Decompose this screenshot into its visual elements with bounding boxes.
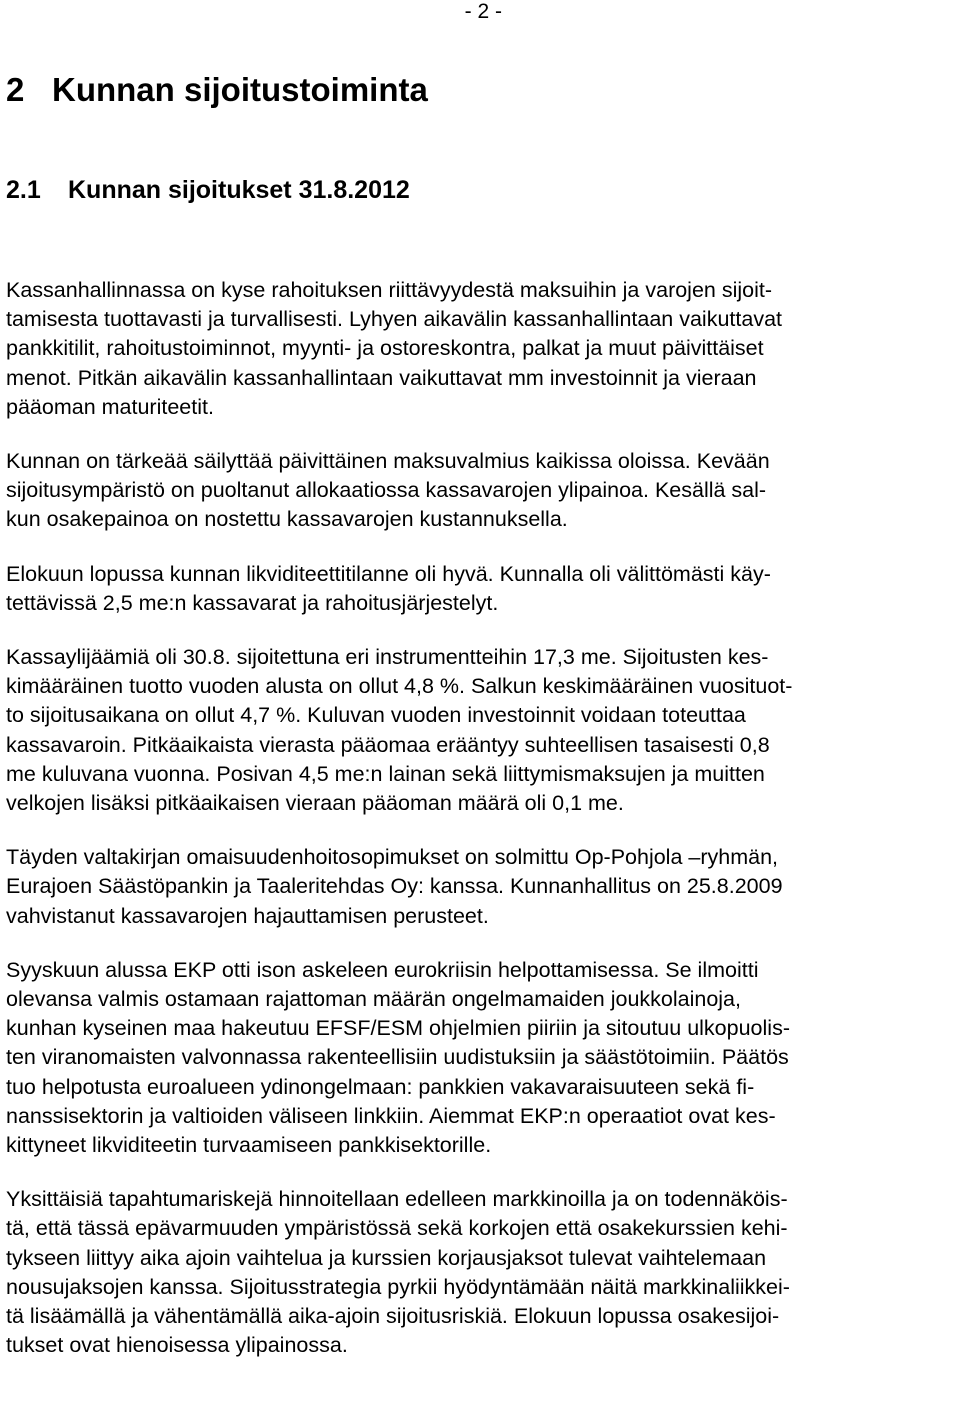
text-line: Yksittäisiä tapahtumariskejä hinnoitellaan edelleen markkinoilla ja on todennäköis- [6, 1187, 788, 1212]
paragraph-liquidity-status [6, 560, 956, 618]
text-line: tä, että tässä epävarmuuden ympäristössä sekä korkojen että osakekurssien kehi- [6, 1216, 788, 1241]
text-line: Kassanhallinnassa on kyse rahoituksen riittävyydestä maksuihin ja varojen sijoit- [6, 278, 773, 302]
text-line: pääoman maturiteetit. [6, 394, 214, 419]
text-line: tettävissä 2,5 me:n kassavarat ja rahoitusjärjestelyt. [6, 590, 499, 615]
text-line: to sijoitusaikana on ollut 4,7 %. Kuluvan vuoden investoinnit voidaan toteuttaa [6, 703, 746, 728]
paragraph-liquidity [6, 447, 956, 535]
text-line: tykseen liittyy aika ajoin vaihtelua ja kurssien korjausjaksot tulevat vaihtelemaan [6, 1245, 767, 1270]
text-line: Kunnan on tärkeää säilyttää päivittäinen maksuvalmius kaikissa oloissa. Kevään [6, 449, 770, 474]
text-line: tamisesta tuottavasti ja turvallisesti. Lyhyen aikavälin kassanhallintaan vaikuttavat [6, 307, 782, 332]
section-number: 2 [6, 71, 25, 108]
text-line: tuo helpotusta euroalueen ydinongelmaan: pankkien vakavaraisuuteen sekä fi- [6, 1074, 755, 1099]
text-line: kassavaroin. Pitkäaikaista vierasta pääomaa erääntyy suhteellisen tasaisesti 0,8 [6, 732, 770, 757]
paragraph-event-risks [6, 1185, 956, 1360]
text-line: nousujaksojen kanssa. Sijoitusstrategia pyrkii hyödyntämään näitä markkinaliikkei- [6, 1274, 790, 1299]
text-line: velkojen lisäksi pitkäaikaisen vieraan pääoman määrä oli 0,1 me. [6, 791, 624, 816]
text-line: Elokuun lopussa kunnan likviditeettitilanne oli hyvä. Kunnalla oli välittömästi käy- [6, 561, 771, 586]
subsection-heading [6, 174, 410, 206]
paragraph-ecb [6, 956, 956, 1160]
text-line: nanssisektorin ja valtioiden väliseen linkkiin. Aiemmat EKP:n operaatiot ovat kes- [6, 1103, 776, 1128]
text-line: menot. Pitkän aikavälin kassanhallintaan vaikuttavat mm investoinnit ja vieraan [6, 365, 757, 390]
text-line: Eurajoen Säästöpankin ja Taaleritehdas Oy: kanssa. Kunnanhallitus on 25.8.2009 [6, 874, 783, 899]
paragraph-surplus [6, 643, 956, 818]
section-title: Kunnan sijoitustoiminta [52, 71, 428, 108]
paragraph-cash-management [6, 276, 956, 422]
body-text [6, 276, 956, 1361]
text-line: kimääräinen tuotto vuoden alusta on ollut 4,8 %. Salkun keskimääräinen vuosituot- [6, 674, 793, 699]
text-line: olevansa valmis ostamaan rajattoman määrän ongelmamaiden joukkolainoja, [6, 987, 741, 1012]
text-line: sijoitusympäristö on puoltanut allokaatiossa kassavarojen ylipainoa. Kesällä sal- [6, 478, 767, 503]
subsection-title: Kunnan sijoitukset 31.8.2012 [68, 176, 410, 204]
text-line: tä lisäämällä ja vähentämällä aika-ajoin sijoitusriskiä. Elokuun lopussa osakesijoi- [6, 1304, 780, 1329]
text-line: Täyden valtakirjan omaisuudenhoitosopimukset on solmittu Op-Pohjola –ryhmän, [6, 845, 779, 870]
text-line: ten viranomaisten valvonnassa rakenteellisiin uudistuksiin ja säästötoimiin. Päätös [6, 1045, 789, 1070]
text-line: pankkitilit, rahoitustoiminnot, myynti- ja ostoreskontra, palkat ja muut päivittäiset [6, 336, 764, 361]
subsection-number: 2.1 [6, 176, 41, 204]
text-line: tukset ovat hienoisessa ylipainossa. [6, 1333, 348, 1358]
text-line: Syyskuun alussa EKP otti ison askeleen eurokriisin helpottamisessa. Se ilmoitti [6, 957, 759, 982]
text-line: kunhan kyseinen maa hakeutuu EFSF/ESM ohjelmien piiriin ja sitoutuu ulkopuolis- [6, 1016, 790, 1041]
text-line: kittyneet likviditeetin turvaamiseen pankkisektorille. [6, 1133, 492, 1158]
section-heading [6, 70, 428, 110]
text-line: vahvistanut kassavarojen hajauttamisen perusteet. [6, 903, 489, 928]
page-number: - 2 - [464, 0, 502, 23]
text-line: me kuluvana vuonna. Posivan 4,5 me:n lainan sekä liittymismaksujen ja muitten [6, 761, 765, 786]
paragraph-asset-management [6, 843, 956, 931]
text-line: Kassaylijäämiä oli 30.8. sijoitettuna eri instrumentteihin 17,3 me. Sijoitusten kes- [6, 645, 769, 670]
text-line: kun osakepainoa on nostettu kassavarojen kustannuksella. [6, 507, 568, 532]
